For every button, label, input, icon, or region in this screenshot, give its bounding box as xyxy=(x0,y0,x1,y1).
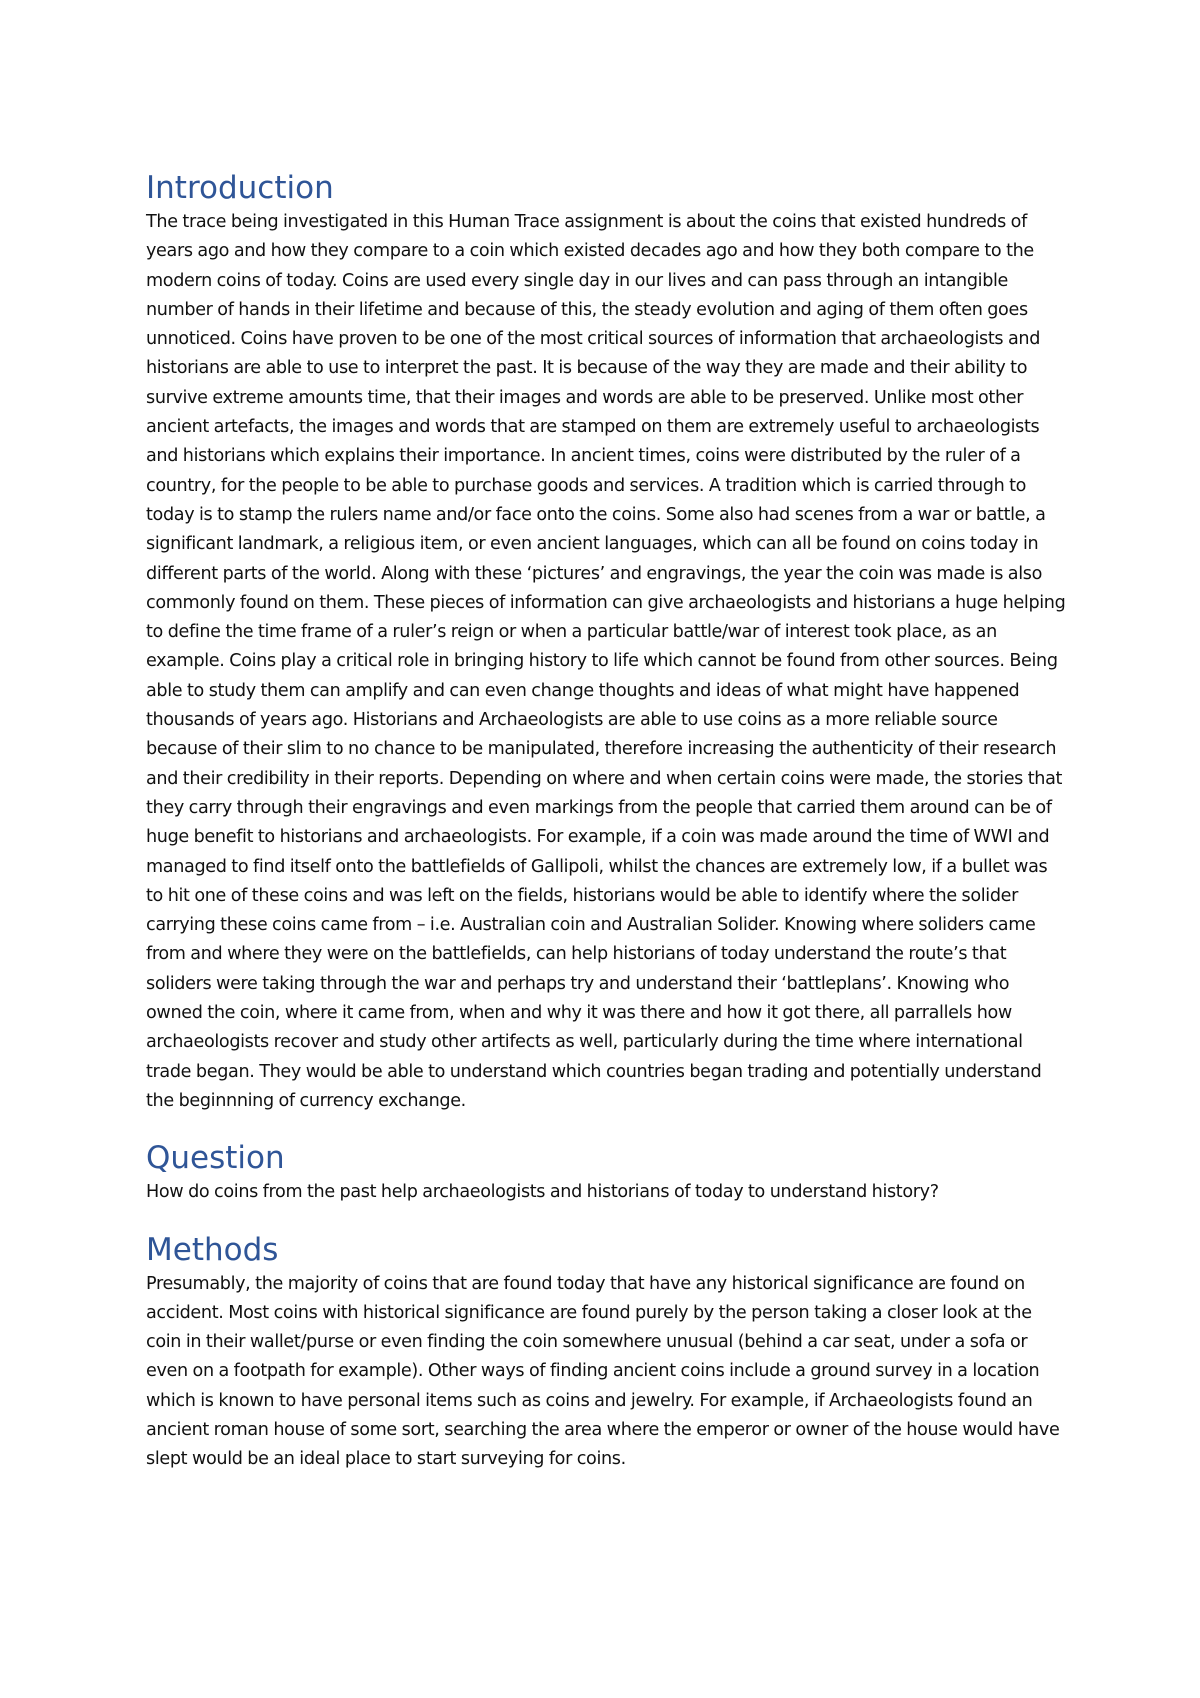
document-body xyxy=(146,168,1066,1475)
heading-question: Question xyxy=(146,1140,285,1177)
introduction-paragraph: The trace being investigated in this Human Trace assignment is about the coins that existed hundreds of years ago and how they compare to a coin which existed decades ago and how they both compare to the modern coins of today. Coins are used every single day in our lives and can pass through an intangible number of hands in their lifetime and because of this, the steady evolution and aging of them often goes unnoticed. Coins have proven to be one of the most critical sources of information that archaeologists and historians are able to use to interpret the past. It is because of the way they are made and their ability to survive extreme amounts time, that their images and words are able to be preserved. Unlike most other ancient artefacts, the images and words that are stamped on them are extremely useful to archaeologists and historians which explains their importance. In ancient times, coins were distributed by the ruler of a country, for the people to be able to purchase goods and services. A tradition which is carried through to today is to stamp the rulers name and/or face onto the coins. Some also had scenes from a war or battle, a significant landmark, a religious item, or even ancient languages, which can all be found on coins today in different parts of the world. Along with these ‘pictures’ and engravings, the year the coin was made is also commonly found on them. These pieces of information can give archaeologists and historians a huge helping to define the time frame of a ruler’s reign or when a particular battle/war of interest took place, as an example. Coins play a critical role in bringing history to life which cannot be found from other sources. Being able to study them can amplify and can even change thoughts and ideas of what might have happened thousands of years ago. Historians and Archaeologists are able to use coins as a more reliable source because of their slim to no chance to be manipulated, therefore increasing the authenticity of their research and their credibility in their reports. Depending on where and when certain coins were made, the stories that they carry through their engravings and even markings from the people that carried them around can be of huge benefit to historians and archaeologists. For example, if a coin was made around the time of WWI and managed to find itself onto the battlefields of Gallipoli, whilst the chances are extremely low, if a bullet was to hit one of these coins and was left on the fields, historians would be able to identify where the solider carrying these coins came from – i.e. Australian coin and Australian Solider. Knowing where soliders came from and where they were on the battlefields, can help historians of today understand the route’s that soliders were taking through the war and perhaps try and understand their ‘battleplans’. Knowing who owned the coin, where it came from, when and why it was there and how it got there, all parrallels how archaeologists recover and study other artifects as well, particularly during the time where international trade began. They would be able to understand which countries began trading and potentially understand the beginnning of currency exchange. xyxy=(146,212,1066,1111)
section-spacer xyxy=(146,1208,1066,1230)
question-paragraph: How do coins from the past help archaeologists and historians of today to understand history? xyxy=(146,1182,939,1203)
section-spacer xyxy=(146,1116,1066,1138)
heading-introduction: Introduction xyxy=(146,170,334,206)
heading-methods: Methods xyxy=(146,1231,279,1268)
methods-paragraph: Presumably, the majority of coins that are found today that have any historical significance are found on accident. Most coins with historical significance are found purely by the person taking a closer look at the coin in their wallet/purse or even finding the coin somewhere unusual (behind a car seat, under a sofa or even on a footpath for example). Other ways of finding ancient coins include a ground survey in a location which is known to have personal items such as coins and jewelry. For example, if Archaeologists found an ancient roman house of some sort, searching the area where the emperor or owner of the house would have slept would be an ideal place to start surveying for coins. xyxy=(146,1273,1060,1470)
